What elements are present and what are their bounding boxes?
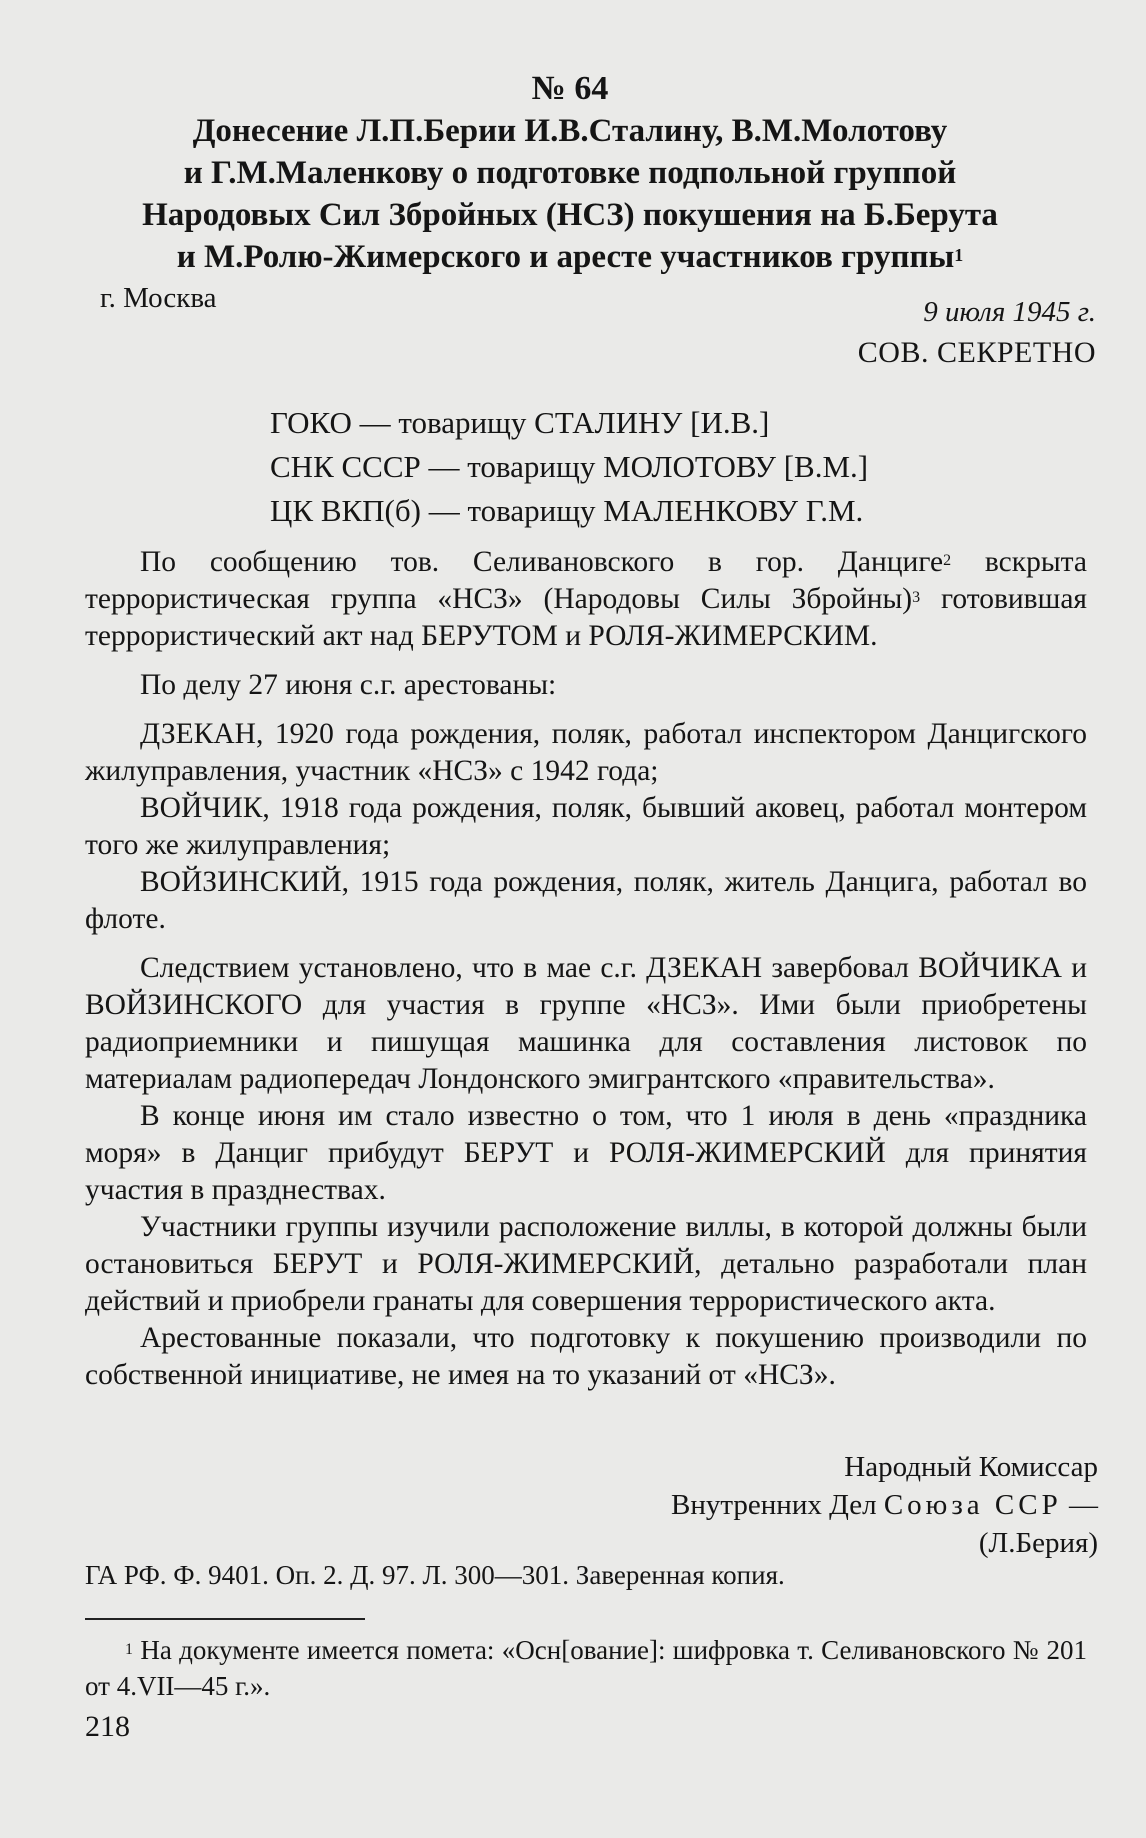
place: г. Москва xyxy=(100,282,217,314)
paragraph-2: По делу 27 июня с.г. арестованы: xyxy=(140,669,557,701)
page-number: 218 xyxy=(85,1710,130,1743)
footnote-ref-3: 3 xyxy=(912,589,921,606)
signature-block xyxy=(538,1448,1098,1562)
paragraph-7: В конце июня им стало известно о том, что 1 июля в день «праздника моря» в Данциг прибудут БЕРУТ и РОЛЯ-ЖИМЕРСКИЙ для принятия участия в празднествах. xyxy=(85,1100,1087,1206)
paragraph-5: ВОЙЗИНСКИЙ, 1915 года рождения, поляк, житель Данцига, работал во флоте. xyxy=(85,866,1087,935)
paragraph-4: ВОЙЧИК, 1918 года рождения, поляк, бывший аковец, работал монтером того же жилуправления; xyxy=(85,792,1087,861)
title-line-1: Донесение Л.П.Берии И.В.Сталину, В.М.Молотову xyxy=(192,113,948,149)
paragraph-8: Участники группы изучили расположение виллы, в которой должны были остановиться БЕРУТ и РОЛЯ-ЖИМЕРСКИЙ, детально разработали план действий и приобрели гранаты для совершения террористического акта. xyxy=(85,1211,1087,1317)
document-number: № 64 xyxy=(531,70,609,107)
title-line-2: и Г.М.Маленкову о подготовке подпольной группой xyxy=(183,155,957,191)
footnote-1-text: На документе имеется помета: «Осн[ование]: шифровка т. Селивановского № 201 от 4.VII—45 г.». xyxy=(85,1635,1087,1701)
footnote-1-mark: 1 xyxy=(125,1641,133,1658)
title-line-4 xyxy=(120,236,1020,278)
paragraph-1-part-a: По сообщению тов. Селивановского в гор. Данциге xyxy=(140,546,944,578)
paragraph-1-part-c: готовившая террористический акт над БЕРУТОМ и РОЛЯ-ЖИМЕРСКИМ. xyxy=(85,583,1087,652)
title-footnote-ref: 1 xyxy=(954,245,964,265)
date: 9 июля 1945 г. xyxy=(923,296,1096,328)
classification-stamp: СОВ. СЕКРЕТНО xyxy=(857,336,1096,369)
document-header xyxy=(120,68,1020,278)
paragraph-6: Следствием установлено, что в мае с.г. ДЗЕКАН завербовал ВОЙЧИКА и ВОЙЗИНСКОГО для участия в группе «НСЗ». Ими были приобретены радиоприемники и пишущая машинка для составления листовок по материалам радиопередач Лондонского эмигрантского «правительства». xyxy=(85,952,1087,1095)
paragraph-3: ДЗЕКАН, 1920 года рождения, поляк, работал инспектором Данцигского жилуправления, участник «НСЗ» с 1942 года; xyxy=(85,718,1087,787)
signature-name: (Л.Берия) xyxy=(978,1527,1098,1559)
signature-line-2-b: Союза ССР xyxy=(883,1489,1062,1521)
title-line-4-text: и М.Ролю-Жимерского и аресте участников группы xyxy=(176,239,955,275)
addressees xyxy=(270,401,868,533)
archive-source: ГА РФ. Ф. 9401. Оп. 2. Д. 97. Л. 300—301. Заверенная копия. xyxy=(85,1560,785,1590)
footnote-1 xyxy=(85,1632,1087,1704)
signature-line-2-c: — xyxy=(1061,1489,1098,1521)
footnote-divider xyxy=(85,1618,365,1620)
signature-line-2 xyxy=(538,1486,1098,1524)
paragraph-1 xyxy=(85,544,1087,655)
paragraph-9: Арестованные показали, что подготовку к покушению производили по собственной инициативе, не имея на то указаний от «НСЗ». xyxy=(85,1322,1087,1391)
paragraph-1-part-b: вскрыта террористическая группа «НСЗ» (Народовы Силы Збройны) xyxy=(85,546,1087,615)
signature-line-1: Народный Комиссар xyxy=(844,1451,1098,1483)
signature-line-2-a: Внутренних Дел xyxy=(671,1489,884,1521)
footnote-ref-2: 2 xyxy=(943,552,952,569)
report-body xyxy=(85,532,1087,1394)
addressee-snk: СНК СССР — товарищу МОЛОТОВУ [В.М.] xyxy=(270,449,869,484)
title-line-3: Народовых Сил Збройных (НСЗ) покушения на Б.Берута xyxy=(142,197,998,233)
addressee-ck: ЦК ВКП(б) — товарищу МАЛЕНКОВУ Г.М. xyxy=(270,493,864,528)
addressee-goko: ГОКО — товарищу СТАЛИНУ [И.В.] xyxy=(270,405,770,440)
